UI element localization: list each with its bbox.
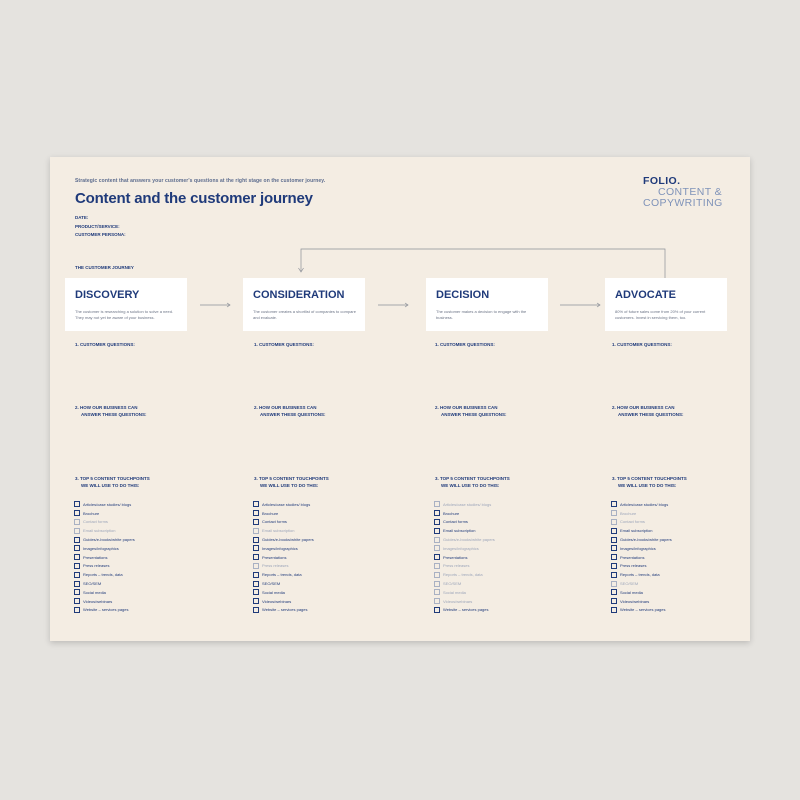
- touchpoint-label: Guides/e-books/white papers: [262, 537, 314, 543]
- checkbox[interactable]: [434, 572, 440, 578]
- touchpoint-label: Email subscription: [83, 528, 116, 534]
- touchpoint-item[interactable]: [74, 509, 135, 518]
- touchpoint-label: Images/infographics: [443, 545, 479, 551]
- touchpoint-label: Reports – trends, data: [83, 572, 123, 578]
- touchpoint-item[interactable]: [253, 597, 314, 606]
- checkbox[interactable]: [74, 554, 80, 560]
- touchpoint-label: Presentations: [620, 554, 645, 560]
- touchpoint-label: Articles/case studies/ blogs: [262, 501, 311, 507]
- checkbox[interactable]: [253, 519, 259, 525]
- touchpoint-item[interactable]: [611, 579, 672, 588]
- checkbox[interactable]: [611, 501, 617, 507]
- checkbox[interactable]: [253, 563, 259, 569]
- touchpoint-item[interactable]: [253, 500, 314, 509]
- touchpoint-label: Press releases: [83, 563, 110, 569]
- checklist-consideration: [253, 500, 314, 614]
- journey-label: THE CUSTOMER JOURNEY: [75, 265, 134, 270]
- touchpoint-item[interactable]: [74, 500, 135, 509]
- touchpoints-heading: 3. TOP 5 CONTENT TOUCHPOINTS WE WILL USE TO DO THIS:: [254, 476, 329, 488]
- touchpoint-label: Articles/case studies/ blogs: [83, 501, 132, 507]
- touchpoint-item[interactable]: [253, 588, 314, 597]
- stage-card-consideration: [243, 278, 365, 331]
- touchpoint-label: Contact forms: [83, 519, 108, 525]
- touchpoint-item[interactable]: [611, 597, 672, 606]
- checkbox[interactable]: [74, 572, 80, 578]
- checkbox[interactable]: [434, 581, 440, 587]
- touchpoint-label: Images/infographics: [83, 545, 119, 551]
- touchpoint-item[interactable]: [611, 588, 672, 597]
- touchpoint-item[interactable]: [74, 570, 135, 579]
- business-answer-heading: 2. HOW OUR BUSINESS CAN ANSWER THESE QUESTIONS:: [254, 405, 326, 417]
- touchpoint-label: Brochure: [262, 510, 279, 516]
- checkbox[interactable]: [253, 572, 259, 578]
- touchpoints-heading: 3. TOP 5 CONTENT TOUCHPOINTS WE WILL USE TO DO THIS:: [435, 476, 510, 488]
- touchpoint-label: Brochure: [443, 510, 460, 516]
- checkbox[interactable]: [74, 581, 80, 587]
- checkbox[interactable]: [253, 589, 259, 595]
- stage-description: 80% of future sales come from 20% of your current customers. Invest in servicing them, too.: [615, 309, 706, 320]
- stage-title: DECISION: [436, 289, 490, 301]
- touchpoint-item[interactable]: [253, 509, 314, 518]
- checkbox[interactable]: [74, 545, 80, 551]
- touchpoint-label: Contact forms: [620, 519, 645, 525]
- checkbox[interactable]: [434, 554, 440, 560]
- checkbox[interactable]: [434, 563, 440, 569]
- touchpoint-label: Contact forms: [443, 519, 468, 525]
- touchpoint-label: Brochure: [620, 510, 637, 516]
- touchpoint-label: Press releases: [262, 563, 289, 569]
- stage-description: The customer is researching a solution to solve a need. They may not yet be aware of your business.: [75, 309, 174, 320]
- customer-questions-heading: 1. CUSTOMER QUESTIONS:: [75, 342, 135, 347]
- touchpoint-item[interactable]: [74, 544, 135, 553]
- touchpoint-label: Guides/e-books/white papers: [83, 537, 135, 543]
- touchpoint-label: Videos/webinars: [620, 598, 650, 604]
- touchpoint-label: Press releases: [620, 563, 647, 569]
- touchpoint-label: Reports – trends, data: [620, 572, 660, 578]
- touchpoint-label: Email subscription: [262, 528, 295, 534]
- product-service-field-label: PRODUCT/SERVICE:: [75, 223, 120, 229]
- stage-title: CONSIDERATION: [253, 289, 345, 301]
- touchpoint-item[interactable]: [434, 518, 495, 527]
- checkbox[interactable]: [434, 510, 440, 516]
- touchpoint-item[interactable]: [434, 570, 495, 579]
- touchpoint-label: Press releases: [443, 563, 470, 569]
- checkbox[interactable]: [611, 589, 617, 595]
- checkbox[interactable]: [611, 537, 617, 543]
- checkbox[interactable]: [253, 554, 259, 560]
- touchpoint-label: Brochure: [83, 510, 100, 516]
- touchpoint-item[interactable]: [611, 509, 672, 518]
- checkbox[interactable]: [434, 528, 440, 534]
- touchpoint-label: Videos/webinars: [83, 598, 113, 604]
- touchpoint-label: SEO/SEM: [262, 581, 281, 587]
- checkbox[interactable]: [253, 537, 259, 543]
- checkbox[interactable]: [434, 519, 440, 525]
- touchpoint-item[interactable]: [434, 500, 495, 509]
- checkbox[interactable]: [74, 563, 80, 569]
- logo-line-3: COPYWRITING: [643, 197, 723, 209]
- journey-worksheet: [50, 157, 750, 641]
- touchpoint-item[interactable]: [253, 518, 314, 527]
- checkbox[interactable]: [74, 528, 80, 534]
- touchpoint-item[interactable]: [253, 526, 314, 535]
- touchpoint-item[interactable]: [611, 544, 672, 553]
- touchpoint-label: Videos/webinars: [443, 598, 473, 604]
- touchpoint-label: Presentations: [262, 554, 287, 560]
- touchpoint-item[interactable]: [434, 562, 495, 571]
- stage-card-decision: [426, 278, 548, 331]
- checkbox[interactable]: [611, 528, 617, 534]
- touchpoint-item[interactable]: [611, 500, 672, 509]
- logo-line-1: FOLIO.: [643, 175, 681, 187]
- touchpoint-label: Social media: [83, 589, 106, 595]
- touchpoint-item[interactable]: [74, 597, 135, 606]
- checkbox[interactable]: [611, 554, 617, 560]
- touchpoint-label: Reports – trends, data: [443, 572, 483, 578]
- intro-text: Strategic content that answers your customer's questions at the right stage on the customer journey.: [75, 178, 326, 184]
- touchpoint-item[interactable]: [253, 553, 314, 562]
- touchpoint-label: Website – services pages: [83, 607, 129, 613]
- touchpoint-item[interactable]: [253, 544, 314, 553]
- touchpoint-item[interactable]: [74, 518, 135, 527]
- customer-questions-heading: 1. CUSTOMER QUESTIONS:: [612, 342, 672, 347]
- touchpoint-item[interactable]: [74, 606, 135, 615]
- checkbox[interactable]: [253, 501, 259, 507]
- touchpoint-item[interactable]: [74, 535, 135, 544]
- stage-title: ADVOCATE: [615, 289, 676, 301]
- customer-questions-heading: 1. CUSTOMER QUESTIONS:: [435, 342, 495, 347]
- touchpoint-item[interactable]: [253, 562, 314, 571]
- checkbox[interactable]: [253, 545, 259, 551]
- checkbox[interactable]: [253, 607, 259, 613]
- logo-line-2: CONTENT &: [658, 186, 723, 198]
- checkbox[interactable]: [74, 510, 80, 516]
- touchpoint-label: SEO/SEM: [83, 581, 102, 587]
- checkbox[interactable]: [434, 598, 440, 604]
- touchpoint-label: Email subscription: [620, 528, 653, 534]
- touchpoint-item[interactable]: [611, 553, 672, 562]
- touchpoint-item[interactable]: [74, 579, 135, 588]
- touchpoint-item[interactable]: [253, 606, 314, 615]
- touchpoint-item[interactable]: [611, 606, 672, 615]
- touchpoint-item[interactable]: [74, 588, 135, 597]
- customer-persona-field-label: CUSTOMER PERSONA:: [75, 232, 126, 237]
- touchpoints-heading: 3. TOP 5 CONTENT TOUCHPOINTS WE WILL USE TO DO THIS:: [612, 476, 687, 488]
- stage-card-discovery: [65, 278, 187, 331]
- checkbox[interactable]: [611, 545, 617, 551]
- touchpoint-label: Images/infographics: [262, 545, 298, 551]
- touchpoint-item[interactable]: [434, 526, 495, 535]
- touchpoint-item[interactable]: [253, 579, 314, 588]
- touchpoint-label: Reports – trends, data: [262, 572, 302, 578]
- touchpoint-label: Email subscription: [443, 528, 476, 534]
- checkbox[interactable]: [611, 510, 617, 516]
- checkbox[interactable]: [611, 607, 617, 613]
- stage-card-advocate: [605, 278, 727, 331]
- checkbox[interactable]: [253, 528, 259, 534]
- touchpoint-label: Videos/webinars: [262, 598, 292, 604]
- touchpoint-label: Articles/case studies/ blogs: [620, 501, 669, 507]
- stage-description: The customer creates a shortlist of companies to compare and evaluate.: [253, 309, 356, 320]
- checkbox[interactable]: [434, 589, 440, 595]
- touchpoint-item[interactable]: [611, 562, 672, 571]
- business-answer-heading: 2. HOW OUR BUSINESS CAN ANSWER THESE QUESTIONS:: [612, 405, 684, 417]
- checkbox[interactable]: [611, 563, 617, 569]
- touchpoint-item[interactable]: [434, 509, 495, 518]
- checkbox[interactable]: [253, 598, 259, 604]
- checklist-advocate: [611, 500, 672, 614]
- checkbox[interactable]: [434, 545, 440, 551]
- touchpoint-item[interactable]: [434, 606, 495, 615]
- touchpoint-item[interactable]: [434, 579, 495, 588]
- touchpoint-label: SEO/SEM: [443, 581, 462, 587]
- touchpoint-label: Website – services pages: [262, 607, 308, 613]
- checklist-discovery: [74, 500, 135, 614]
- checkbox[interactable]: [611, 581, 617, 587]
- touchpoint-item[interactable]: [74, 553, 135, 562]
- touchpoint-label: Images/infographics: [620, 545, 656, 551]
- checkbox[interactable]: [253, 581, 259, 587]
- touchpoint-label: Presentations: [443, 554, 468, 560]
- checkbox[interactable]: [253, 510, 259, 516]
- touchpoint-label: Presentations: [83, 554, 108, 560]
- touchpoint-label: Social media: [443, 589, 466, 595]
- touchpoint-item[interactable]: [611, 526, 672, 535]
- checkbox[interactable]: [611, 519, 617, 525]
- touchpoint-item[interactable]: [74, 526, 135, 535]
- touchpoint-item[interactable]: [611, 518, 672, 527]
- checkbox[interactable]: [74, 519, 80, 525]
- touchpoint-item[interactable]: [611, 570, 672, 579]
- touchpoint-label: Social media: [620, 589, 643, 595]
- date-field-label: DATE:: [75, 215, 89, 220]
- touchpoint-label: SEO/SEM: [620, 581, 639, 587]
- checkbox[interactable]: [74, 537, 80, 543]
- touchpoint-item[interactable]: [434, 597, 495, 606]
- checkbox[interactable]: [434, 501, 440, 507]
- checkbox[interactable]: [74, 598, 80, 604]
- touchpoint-item[interactable]: [253, 570, 314, 579]
- stage-title: DISCOVERY: [75, 289, 140, 301]
- checkbox[interactable]: [611, 598, 617, 604]
- touchpoint-item[interactable]: [611, 535, 672, 544]
- touchpoint-item[interactable]: [434, 588, 495, 597]
- touchpoint-label: Website – services pages: [443, 607, 489, 613]
- checkbox[interactable]: [74, 501, 80, 507]
- touchpoints-heading: 3. TOP 5 CONTENT TOUCHPOINTS WE WILL USE TO DO THIS:: [75, 476, 150, 488]
- customer-questions-heading: 1. CUSTOMER QUESTIONS:: [254, 342, 314, 347]
- touchpoint-label: Social media: [262, 589, 285, 595]
- checkbox[interactable]: [74, 589, 80, 595]
- touchpoint-item[interactable]: [434, 553, 495, 562]
- business-answer-heading: 2. HOW OUR BUSINESS CAN ANSWER THESE QUESTIONS:: [75, 405, 147, 417]
- touchpoint-label: Contact forms: [262, 519, 287, 525]
- touchpoint-item[interactable]: [434, 535, 495, 544]
- touchpoint-label: Guides/e-books/white papers: [443, 537, 495, 543]
- checkbox[interactable]: [434, 537, 440, 543]
- business-answer-heading: 2. HOW OUR BUSINESS CAN ANSWER THESE QUESTIONS:: [435, 405, 507, 417]
- touchpoint-item[interactable]: [434, 544, 495, 553]
- touchpoint-label: Guides/e-books/white papers: [620, 537, 672, 543]
- checklist-decision: [434, 500, 495, 614]
- page-title: Content and the customer journey: [75, 190, 313, 207]
- touchpoint-item[interactable]: [74, 562, 135, 571]
- checkbox[interactable]: [74, 607, 80, 613]
- checkbox[interactable]: [611, 572, 617, 578]
- touchpoint-item[interactable]: [253, 535, 314, 544]
- checkbox[interactable]: [434, 607, 440, 613]
- return-loop-arrow: [301, 249, 665, 278]
- stage-description: The customer makes a decision to engage with the business.: [436, 309, 527, 320]
- touchpoint-label: Articles/case studies/ blogs: [443, 501, 492, 507]
- touchpoint-label: Website – services pages: [620, 607, 666, 613]
